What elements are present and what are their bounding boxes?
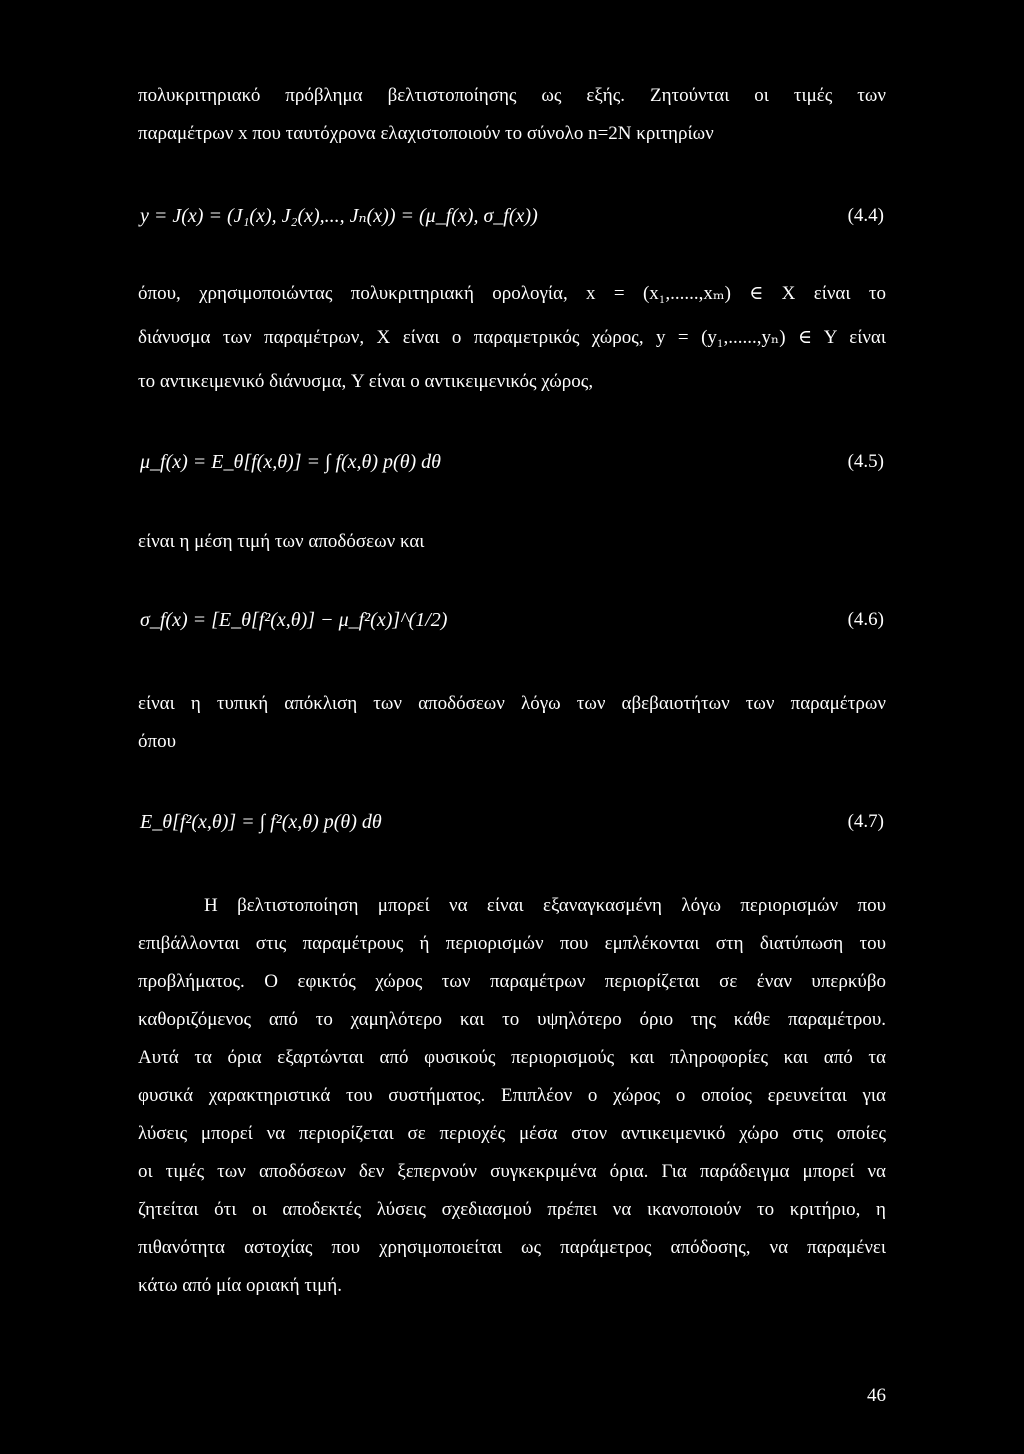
text-line-2: παραμέτρων x που ταυτόχρονα ελαχιστοποιούν το σύνολο n=2N κριτηρίων [138, 123, 714, 144]
paragraph-line-4: καθοριζόμενος από το χαμηλότερο και το υψηλότερο όριο της κάθε παραμέτρου. [138, 1009, 886, 1030]
text-line-3: όπου, χρησιμοποιώντας πολυκριτηριακή ορολογία, x = (x₁,......,xₘ) ∈ X είναι το [138, 283, 886, 304]
equation-4-5: μ_f(x) = E_θ[f(x,θ)] = ∫ f(x,θ) p(θ) dθ [140, 451, 441, 473]
text-line-4: διάνυσμα των παραμέτρων, X είναι ο παραμετρικός χώρος, y = (y₁,......,yₙ) ∈ Y είναι [138, 327, 886, 348]
paragraph-line-10: πιθανότητα αστοχίας που χρησιμοποιείται ως παράμετρος απόδοσης, να παραμένει [138, 1237, 886, 1258]
equation-number-4-7: (4.7) [847, 811, 884, 832]
paragraph-line-11: κάτω από μία οριακή τιμή. [138, 1275, 342, 1296]
paragraph-line-2: επιβάλλονται στις παραμέτρους ή περιορισμών που εμπλέκονται στη διατύπωση του [138, 933, 886, 954]
paragraph-line-5: Αυτά τα όρια εξαρτώνται από φυσικούς περιορισμούς και πληροφορίες και από τα [138, 1047, 886, 1068]
equation-4-6: σ_f(x) = [E_θ[f²(x,θ)] − μ_f²(x)]^(1/2) [140, 609, 448, 631]
paragraph-line-3: προβλήματος. Ο εφικτός χώρος των παραμέτρων περιορίζεται σε έναν υπερκύβο [138, 971, 886, 992]
text-line-1: πολυκριτηριακό πρόβλημα βελτιστοποίησης ως εξής. Ζητούνται οι τιμές των [138, 85, 886, 106]
page-number: 46 [867, 1385, 886, 1406]
text-line-8: όπου [138, 731, 176, 752]
equation-number-4-6: (4.6) [847, 609, 884, 630]
equation-4-7: E_θ[f²(x,θ)] = ∫ f²(x,θ) p(θ) dθ [140, 811, 382, 833]
text-line-7: είναι η τυπική απόκλιση των αποδόσεων λόγω των αβεβαιοτήτων των παραμέτρων [138, 693, 886, 714]
paragraph-line-9: ζητείται ότι οι αποδεκτές λύσεις σχεδιασμού πρέπει να ικανοποιούν το κριτήριο, η [138, 1199, 886, 1220]
paragraph-line-8: οι τιμές των αποδόσεων δεν ξεπερνούν συγκεκριμένα όρια. Για παράδειγμα μπορεί να [138, 1161, 886, 1182]
paragraph-line-7: λύσεις μπορεί να περιορίζεται σε περιοχές μέσα στον αντικειμενικό χώρο στις οποίες [138, 1123, 886, 1144]
text-line-5: το αντικειμενικό διάνυσμα, Y είναι ο αντικειμενικός χώρος, [138, 371, 594, 392]
text-line-6: είναι η μέση τιμή των αποδόσεων και [138, 531, 425, 552]
paragraph-line-6: φυσικά χαρακτηριστικά του συστήματος. Επιπλέον ο χώρος ο οποίος ερευνείται για [138, 1085, 886, 1106]
equation-number-4-4: (4.4) [847, 205, 884, 226]
equation-4-4: y = J(x) = (J₁(x), J₂(x),..., Jₙ(x)) = (μ_f(x), σ_f(x)) [140, 205, 538, 227]
paragraph-line-1: Η βελτιστοποίηση μπορεί να είναι εξαναγκασμένη λόγω περιορισμών που [204, 895, 886, 916]
equation-number-4-5: (4.5) [847, 451, 884, 472]
